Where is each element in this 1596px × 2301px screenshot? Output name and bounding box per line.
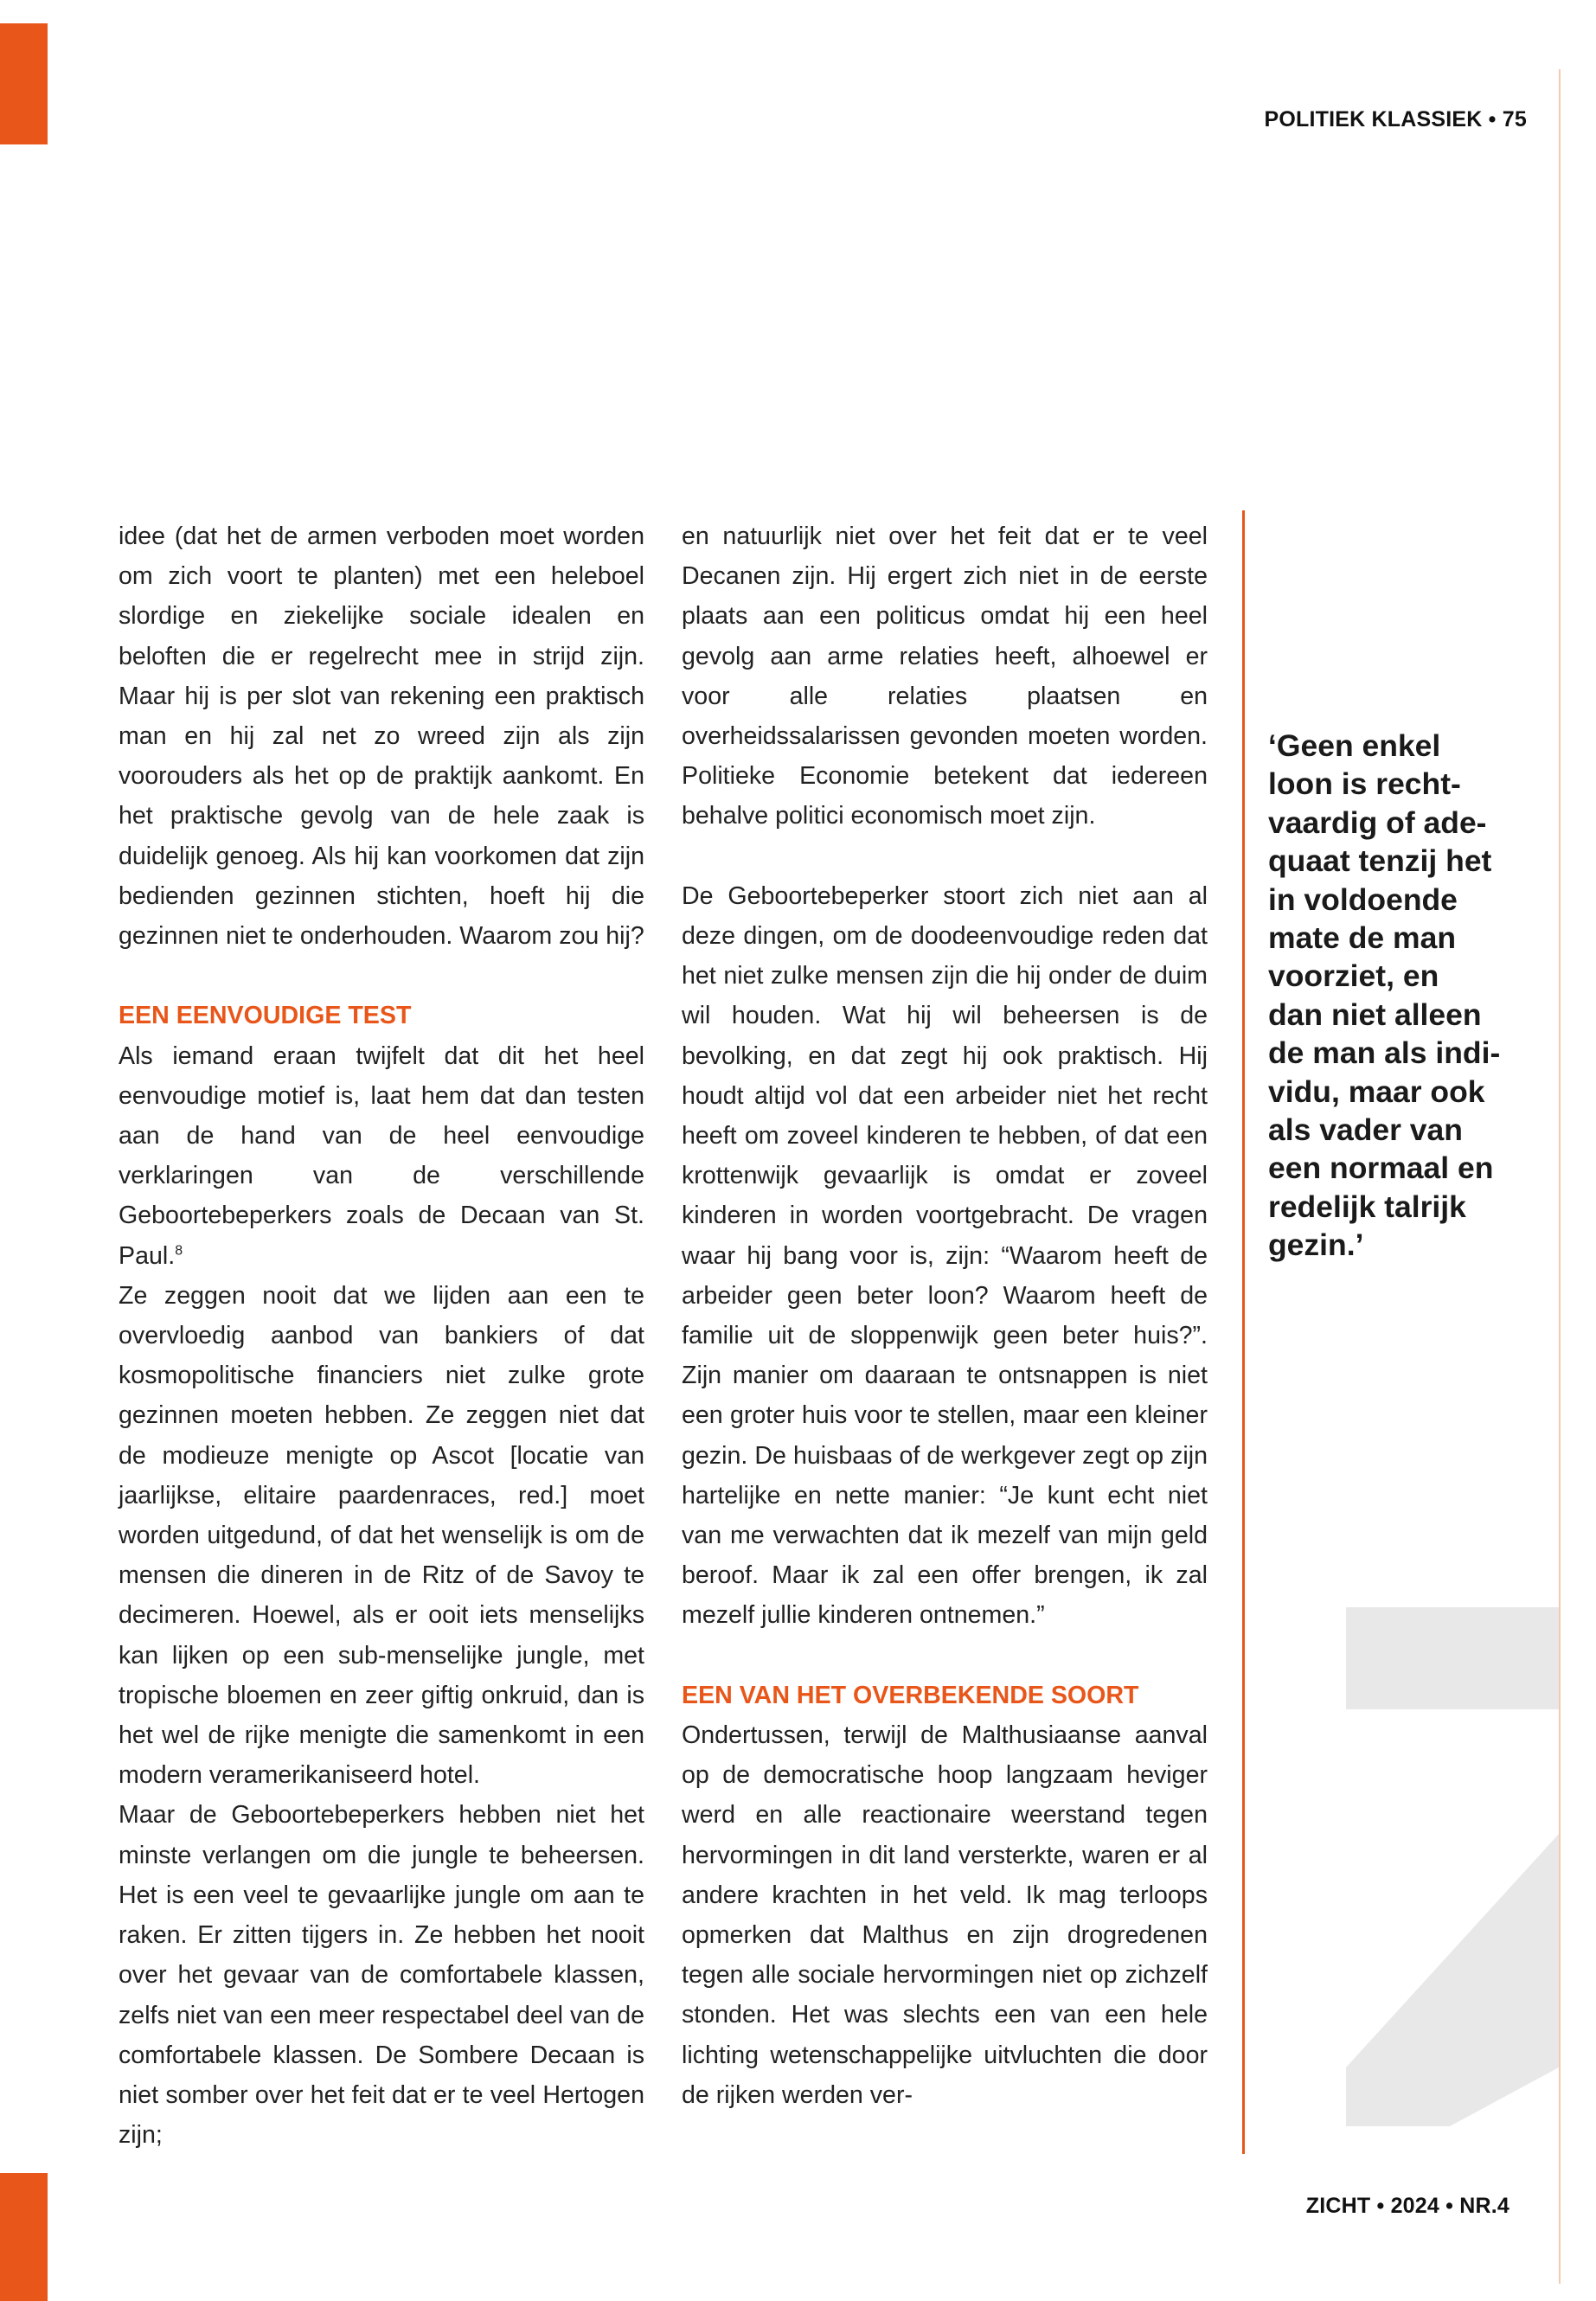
paragraph <box>119 1036 644 1276</box>
paragraph: en natuurlijk niet over het feit dat er te veel Decanen zijn. Hij ergert zich niet in de eerste plaats aan een politicus omdat hij een heel gevolg aan arme relaties heeft, alhoewel er voor alle relaties plaatsen en overheidssalarissen gevonden moeten worden. Politieke Economie betekent dat iedereen behalve politici economisch moet zijn. <box>682 522 1208 830</box>
pullquote-rule <box>1242 510 1245 2154</box>
pullquote-line: gezin.’ <box>1268 1227 1364 1263</box>
section-heading: EEN VAN HET OVERBEKENDE SOORT <box>682 1681 1139 1709</box>
pullquote-line: mate de man <box>1268 920 1457 956</box>
pullquote-line: vidu, maar ook <box>1268 1074 1485 1109</box>
pullquote-line: vaardig of ade- <box>1268 804 1487 840</box>
accent-tab-top <box>0 23 48 144</box>
section-heading: EEN EENVOUDIGE TEST <box>119 1002 412 1030</box>
accent-tab-bottom <box>0 2173 48 2301</box>
pullquote-line: quaat tenzij het <box>1268 843 1492 879</box>
pullquote <box>1268 727 1528 1265</box>
paragraph: Ze zeggen nooit dat we lijden aan een te overvloedig aanbod van bankiers of dat kosmopolitische financiers niet zulke grote gezinnen moeten hebben. Ze zeggen niet dat de modieuze menigte op Ascot [locatie van jaarlijkse, elitaire paardenraces, red.] moet worden uitgedund, of dat het wenselijk is om de mensen die dineren in de Ritz of de Savoy te decimeren. Hoewel, als er ooit iets menselijks kan lijken op een sub-menselijke jungle, met tropische bloemen en zeer giftig onkruid, dan is het wel de rijke menigte die samenkomt in een modern veramerikaniseerd hotel. <box>119 1281 644 1790</box>
pullquote-line: loon is recht- <box>1268 766 1461 802</box>
pullquote-line: een normaal en <box>1268 1150 1494 1186</box>
paragraph: Maar de Geboortebeperkers hebben niet het minste verlangen om die jungle te beheersen. Het is een veel te gevaarlijke jungle om aan te raken. Er zitten tijgers in. Ze hebben het nooit over het gevaar van de comfortabele klassen, zelfs niet van een meer respectabel deel van de comfortabele klassen. De Sombere Decaan is niet somber over het feit dat er te veel Hertogen zijn; <box>119 1801 644 2150</box>
pullquote-line: redelijk talrijk <box>1268 1189 1466 1224</box>
paragraph: De Geboortebeperker stoort zich niet aan al deze dingen, om de doodeenvoudige reden dat het niet zulke mensen zijn die hij onder de duim wil houden. Wat hij wil beheersen is de bevolking, en dat zegt hij ook praktisch. Hij houdt altijd vol dat een arbeider niet het recht heeft om zoveel kinderen te hebben, of dat een krottenwijk gevaarlijk is omdat er zoveel kinderen in worden voortgebracht. De vragen waar hij bang voor is, zijn: “Waarom heeft de arbeider geen beter loon? Waarom heeft de familie uit de sloppenwijk geen beter huis?”. Zijn manier om daaraan te ontsnappen is niet een groter huis voor te stellen, maar een kleiner gezin. De huisbaas of de werkgever zegt op zijn hartelijke en nette manier: “Je kunt echt niet van me verwachten dat ik mezelf van mijn geld beroof. Maar ik zal een offer brengen, ik zal mezelf jullie kinderen ontnemen.” <box>682 881 1208 1630</box>
page-folio: ZICHT • 2024 • NR.4 <box>1305 2194 1509 2218</box>
decorative-z-logo-icon <box>1346 1607 1559 2126</box>
paragraph-text: Als iemand eraan twijfelt dat dit het heel eenvoudige motief is, laat hem dat dan testen aan de hand van de heel eenvoudige verklaringen van de verschillende Geboortebeperkers zoals de Decaan van St. Paul. <box>119 1042 644 1270</box>
pullquote-line: de man als indi- <box>1268 1035 1501 1071</box>
page-edge-rule <box>1559 69 1561 2284</box>
pullquote-line: als vader van <box>1268 1112 1463 1148</box>
text-column-left <box>119 516 644 2155</box>
running-head: POLITIEK KLASSIEK • 75 <box>1264 107 1527 131</box>
pullquote-line: voorziet, en <box>1268 958 1439 994</box>
pullquote-line: dan niet alleen <box>1268 997 1482 1032</box>
pullquote-line: ‘Geen enkel <box>1268 728 1441 763</box>
text-column-middle <box>682 516 1208 2115</box>
pullquote-line: in voldoende <box>1268 881 1458 917</box>
footnote-marker[interactable]: 8 <box>175 1243 183 1259</box>
paragraph: idee (dat het de armen verboden moet worden om zich voort te planten) met een heleboel slordige en ziekelijke sociale idealen en beloften die er regelrecht mee in strijd zijn. Maar hij is per slot van rekening een praktisch man en hij zal net zo wreed zijn als zijn voorouders als het op de praktijk aankomt. En het praktische gevolg van de hele zaak is duidelijk genoeg. Als hij kan voorkomen dat zijn bedienden gezinnen stichten, hoeft hij die gezinnen niet te onderhouden. Waarom zou hij? <box>119 522 644 951</box>
paragraph: Ondertussen, terwijl de Malthusiaanse aanval op de democratische hoop langzaam heviger werd en alle reactionaire weerstand tegen hervormingen in dit land versterkte, waren er al andere krachten in het veld. Ik mag terloops opmerken dat Malthus en zijn drogredenen tegen alle sociale hervormingen niet op zichzelf stonden. Het was slechts een van een hele lichting wetenschappelijke uitvluchten die door de rijken werden ver- <box>682 1721 1208 2109</box>
